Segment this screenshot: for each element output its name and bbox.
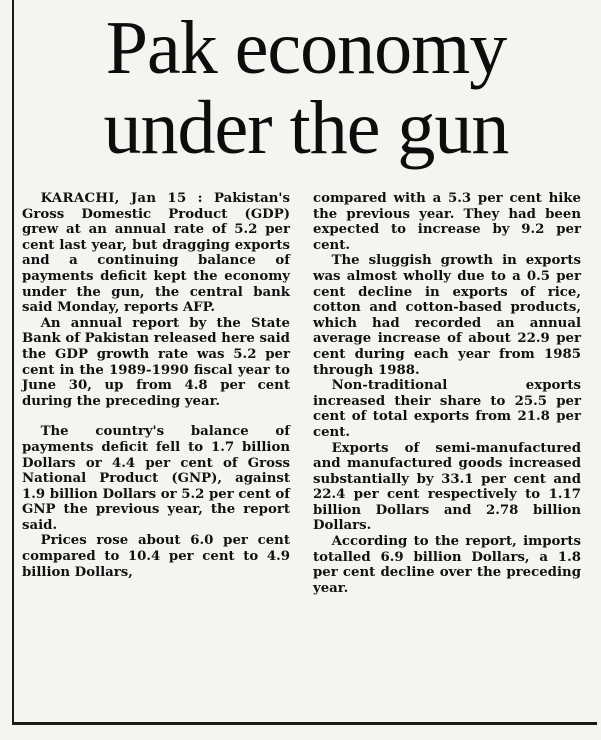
article-paragraph: Exports of semi-manufactured and manufactured goods increased substantially by 33.1 per cent and 22.4 per cent respectively to 1.17 billion Dollars and 2.78 billion Dollars. bbox=[313, 440, 581, 534]
headline bbox=[18, 8, 594, 168]
article-column-left bbox=[22, 191, 290, 580]
article-column-right bbox=[313, 191, 581, 596]
bottom-rule bbox=[12, 722, 597, 725]
dateline: KARACHI, Jan 15 : bbox=[40, 191, 214, 206]
article-paragraph: Prices rose about 6.0 per cent compared to 10.4 per cent to 4.9 billion Dollars, bbox=[22, 533, 290, 580]
left-column-rule bbox=[12, 0, 14, 724]
article-paragraph: According to the report, imports totalled 6.9 billion Dollars, a 1.8 per cent decline over the preceding year. bbox=[313, 534, 581, 596]
article-paragraph: The country's balance of payments deficit fell to 1.7 billion Dollars or 4.4 per cent of Gross National Product (GNP), against 1.9 billion Dollars or 5.2 per cent of GNP the previous year, the report said. bbox=[22, 424, 290, 533]
article-paragraph: compared with a 5.3 per cent hike the previous year. They had been expected to increase by 9.2 per cent. bbox=[313, 191, 581, 253]
article-paragraph: An annual report by the State Bank of Pakistan released here said the GDP growth rate was 5.2 per cent in the 1989-1990 fiscal year to June 30, up from 4.8 per cent during the preceding year. bbox=[22, 315, 290, 409]
headline-line-1: Pak economy bbox=[105, 6, 507, 90]
article-paragraph: Non-traditional exports increased their share to 25.5 per cent of total exports from 21.8 per cent. bbox=[313, 378, 581, 440]
headline-line-2: under the gun bbox=[103, 86, 509, 170]
article-paragraph: The sluggish growth in exports was almost wholly due to a 0.5 per cent decline in exports of rice, cotton and cotton-based products, which had recorded an annual average increase of about 22.9 per cent during each year from 1985 through 1988. bbox=[313, 253, 581, 378]
article-paragraph bbox=[22, 191, 290, 316]
paragraph-text: Pakistan's Gross Domestic Product (GDP) grew at an annual rate of 5.2 per cent last year, but dragging exports and a continuing balance of payments deficit kept the economy under the gun, the central bank said Monday, reports AFP. bbox=[22, 191, 290, 316]
